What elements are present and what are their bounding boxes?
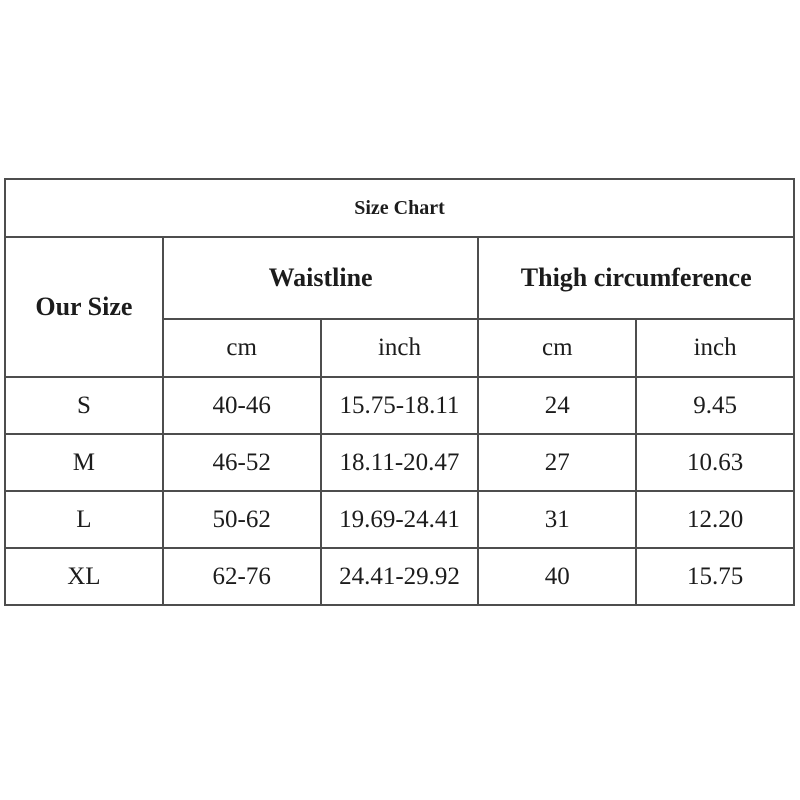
unit-header-waistline-inch: inch <box>321 319 479 377</box>
size-chart-table <box>4 178 795 606</box>
table-row-s <box>5 377 794 434</box>
unit-header-waistline-cm: cm <box>163 319 321 377</box>
waistline-inch-value: 18.11-20.47 <box>321 434 479 491</box>
table-row-m <box>5 434 794 491</box>
waistline-inch-value: 24.41-29.92 <box>321 548 479 605</box>
thigh-inch-value: 10.63 <box>636 434 794 491</box>
table-row-xl <box>5 548 794 605</box>
unit-header-thigh-cm: cm <box>478 319 636 377</box>
thigh-cm-value: 24 <box>478 377 636 434</box>
table-row-l <box>5 491 794 548</box>
waistline-cm-value: 62-76 <box>163 548 321 605</box>
size-value: XL <box>5 548 163 605</box>
thigh-cm-value: 40 <box>478 548 636 605</box>
column-header-our-size: Our Size <box>5 237 163 377</box>
thigh-inch-value: 15.75 <box>636 548 794 605</box>
waistline-inch-value: 19.69-24.41 <box>321 491 479 548</box>
thigh-inch-value: 12.20 <box>636 491 794 548</box>
column-header-thigh-circumference: Thigh circumference <box>478 237 794 319</box>
thigh-cm-value: 27 <box>478 434 636 491</box>
waistline-cm-value: 50-62 <box>163 491 321 548</box>
waistline-inch-value: 15.75-18.11 <box>321 377 479 434</box>
group-header-row <box>5 237 794 319</box>
unit-header-thigh-inch: inch <box>636 319 794 377</box>
size-value: M <box>5 434 163 491</box>
size-value: L <box>5 491 163 548</box>
title-row <box>5 179 794 237</box>
thigh-cm-value: 31 <box>478 491 636 548</box>
waistline-cm-value: 40-46 <box>163 377 321 434</box>
size-value: S <box>5 377 163 434</box>
table-title: Size Chart <box>5 179 794 237</box>
waistline-cm-value: 46-52 <box>163 434 321 491</box>
thigh-inch-value: 9.45 <box>636 377 794 434</box>
column-header-waistline: Waistline <box>163 237 479 319</box>
